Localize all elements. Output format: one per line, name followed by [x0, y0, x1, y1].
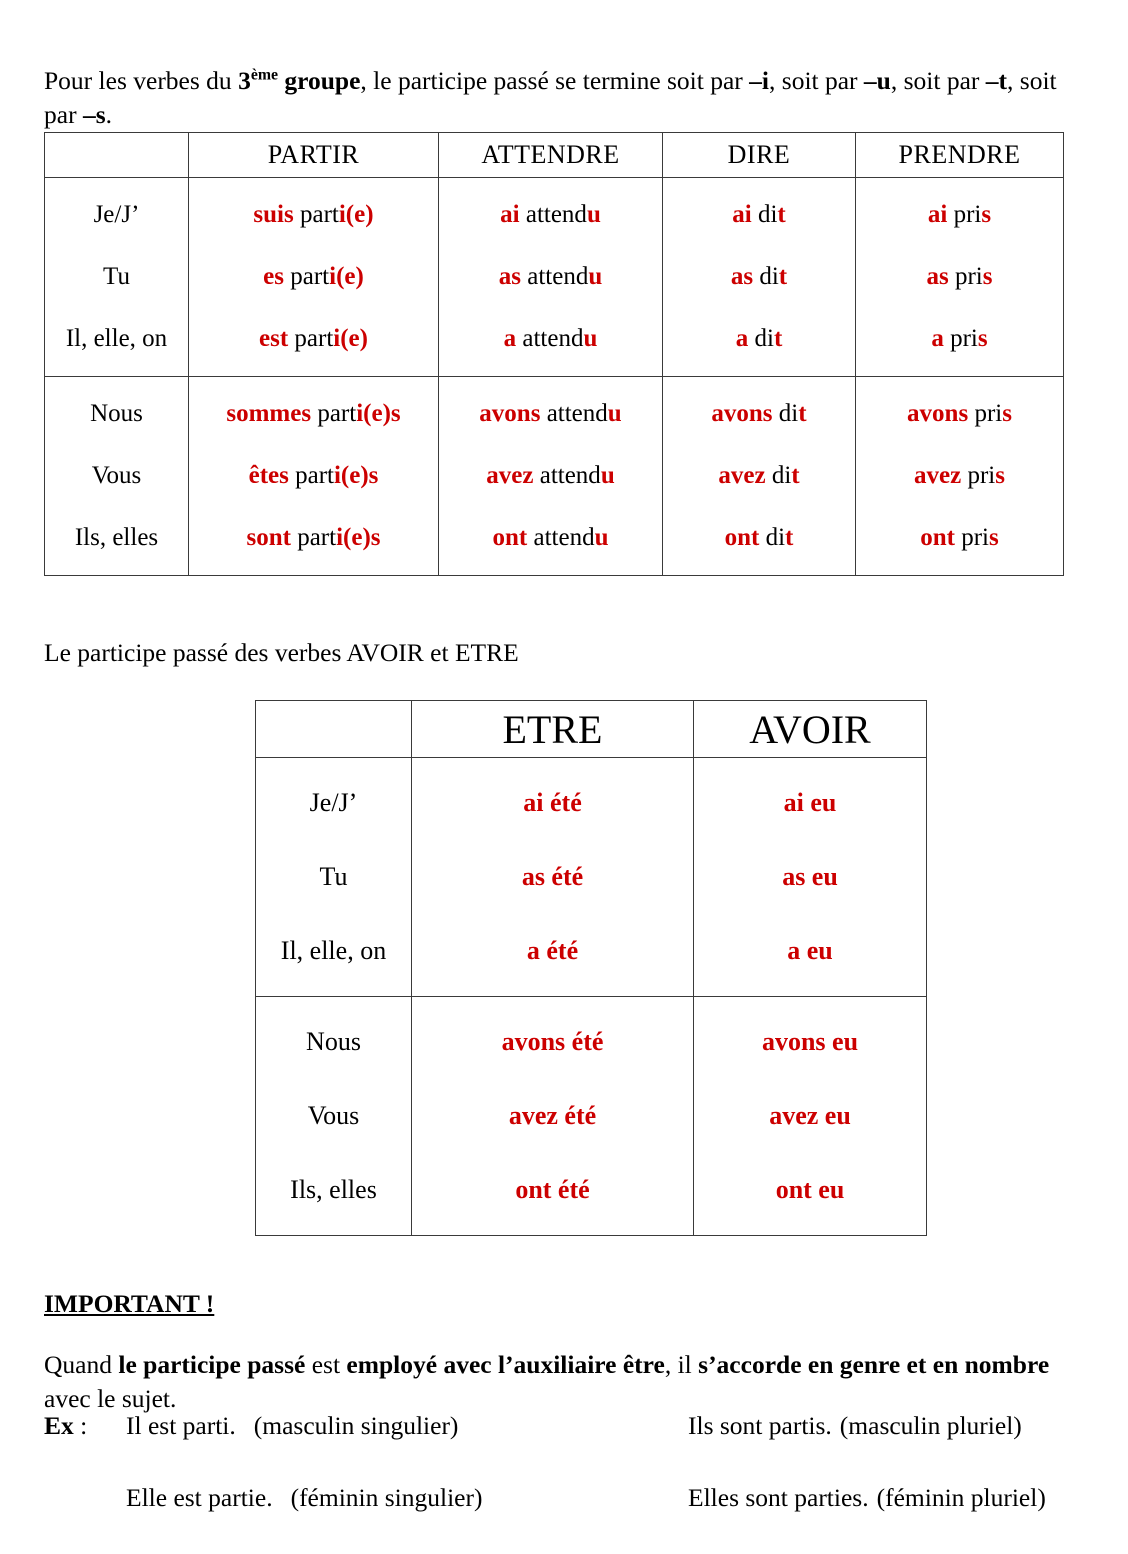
participle-stem: part	[290, 263, 330, 290]
conjugation-dire-il	[663, 308, 855, 370]
conjugation-prendre-tu	[856, 246, 1063, 308]
avoir-cell-plural	[694, 997, 927, 1236]
auxiliary: a	[735, 325, 749, 352]
auxiliary: ai	[927, 201, 948, 228]
ordinal-number: 3	[238, 65, 251, 95]
participle-stem: pri	[961, 524, 990, 551]
participle-stem: attend	[522, 325, 584, 352]
table-row-plural	[45, 377, 1064, 576]
pronoun-ils-elles: Ils, elles	[290, 1175, 377, 1204]
intro-groupe-word: groupe	[278, 65, 361, 95]
example-label	[44, 1410, 87, 1442]
ending-s: –s	[82, 99, 106, 129]
auxiliary: as	[730, 263, 754, 290]
intro-text-5: , soit par	[44, 65, 1057, 129]
important-seg-3: employé avec l’auxiliaire être	[346, 1349, 665, 1379]
participle-stem: di	[765, 524, 786, 551]
example-note: (masculin singulier)	[253, 1411, 459, 1440]
auxiliary: a	[503, 325, 517, 352]
auxiliary: sommes	[226, 400, 312, 427]
auxiliary: suis	[253, 201, 294, 228]
header-avoir: AVOIR	[694, 701, 927, 758]
participle-ending: i(e)s	[333, 462, 379, 489]
attendre-cell-singular	[439, 178, 663, 377]
caption-avoir-etre: Le participe passé des verbes AVOIR et ETRE	[44, 638, 519, 667]
auxiliary: êtes	[248, 462, 289, 489]
conjugation-etre-tu: as été	[521, 862, 584, 891]
participle-ending: u	[583, 325, 598, 352]
ending-t: –t	[985, 65, 1008, 95]
participle-ending: s	[995, 462, 1005, 489]
conjugation-attendre-je	[439, 184, 662, 246]
dire-cell-singular	[663, 178, 856, 377]
pronoun-je: Je/J’	[93, 201, 140, 228]
conjugation-partir-vous	[189, 445, 438, 507]
participle-ending: u	[594, 524, 609, 551]
conjugation-attendre-tu	[439, 246, 662, 308]
important-seg-0: Quand	[44, 1349, 119, 1379]
example-note: (féminin singulier)	[290, 1483, 483, 1512]
partir-cell-singular	[189, 178, 439, 377]
participle-stem: pri	[954, 263, 983, 290]
participle-ending: i(e)	[333, 325, 368, 352]
participle-stem: di	[754, 325, 774, 352]
table2-header-row	[256, 701, 927, 758]
conjugation-etre-ils: ont été	[515, 1175, 590, 1204]
example-sentence: Elle est partie.	[126, 1483, 273, 1512]
auxiliary: ont	[492, 524, 528, 551]
conjugation-partir-ils	[189, 507, 438, 569]
auxiliary: ont	[724, 524, 760, 551]
example-label-colon: :	[73, 1411, 88, 1440]
example-left-2	[126, 1482, 483, 1514]
example-sentence: Elles sont parties.	[688, 1483, 869, 1512]
participle-ending: s	[982, 263, 993, 290]
examples-block	[44, 1410, 1088, 1554]
avoir-cell-singular	[694, 758, 927, 997]
pronoun-cell-plural	[45, 377, 189, 576]
prendre-cell-singular	[856, 178, 1064, 377]
ordinal-suffix: ème	[250, 66, 278, 83]
conjugation-avoir-vous: avez eu	[769, 1101, 851, 1130]
conjugation-attendre-vous	[439, 445, 662, 507]
participle-ending: u	[600, 462, 615, 489]
participle-stem: part	[317, 400, 357, 427]
participle-stem: attend	[546, 400, 608, 427]
conjugation-partir-tu	[189, 246, 438, 308]
example-right-1	[688, 1410, 1022, 1442]
pronoun-vous: Vous	[307, 1101, 360, 1130]
intro-text-3: , soit par	[769, 65, 864, 95]
participle-stem: part	[294, 325, 334, 352]
pronoun-nous: Nous	[306, 1027, 361, 1056]
participle-ending: u	[588, 263, 603, 290]
pronoun-tu: Tu	[103, 263, 130, 290]
conjugation-prendre-ils	[856, 507, 1063, 569]
example-label-text: Ex	[44, 1411, 74, 1440]
conjugation-dire-tu	[663, 246, 855, 308]
pronoun-ils-elles: Ils, elles	[74, 524, 159, 551]
example-sentence: Il est parti.	[126, 1411, 236, 1440]
auxiliary: sont	[246, 524, 291, 551]
conjugation-prendre-il	[856, 308, 1063, 370]
header-etre: ETRE	[412, 701, 694, 758]
conjugation-attendre-il	[439, 308, 662, 370]
participle-stem: part	[299, 201, 339, 228]
auxiliary: ai	[500, 201, 520, 228]
dire-cell-plural	[663, 377, 856, 576]
important-body	[44, 1348, 1088, 1416]
table-third-group-verbs	[44, 132, 1064, 576]
header-partir: PARTIR	[189, 133, 439, 178]
auxiliary: avez	[718, 462, 766, 489]
example-note: (masculin pluriel)	[839, 1411, 1022, 1440]
participle-ending: s	[989, 524, 999, 551]
ending-u: –u	[863, 65, 891, 95]
participle-stem: attend	[539, 462, 601, 489]
important-heading: IMPORTANT !	[44, 1289, 215, 1318]
conjugation-attendre-ils	[439, 507, 662, 569]
auxiliary: a	[931, 325, 944, 352]
ending-i: –i	[749, 65, 770, 95]
participle-ending: t	[778, 263, 788, 290]
pronoun-il-elle-on: Il, elle, on	[280, 936, 387, 965]
participle-ending: i(e)	[329, 263, 364, 290]
header-dire: DIRE	[663, 133, 856, 178]
conjugation-partir-nous	[189, 383, 438, 445]
example-left-1	[126, 1410, 458, 1442]
conjugation-prendre-je	[856, 184, 1063, 246]
pronoun-cell-singular	[45, 178, 189, 377]
participle-stem: pri	[953, 201, 982, 228]
participle-ending: i(e)	[338, 201, 374, 228]
important-seg-5: s’accorde en genre et en nombre	[698, 1349, 1050, 1379]
participle-stem: attend	[525, 201, 587, 228]
table2-row-plural	[256, 997, 927, 1236]
participle-ending: t	[791, 462, 800, 489]
conjugation-avoir-il: a eu	[787, 936, 833, 965]
participle-stem: pri	[974, 400, 1003, 427]
intro-text-4: , soit par	[890, 65, 986, 95]
participle-ending: u	[586, 201, 601, 228]
conjugation-avoir-je: ai eu	[783, 788, 837, 817]
header-pronoun-blank	[45, 133, 189, 178]
auxiliary: avons	[479, 400, 541, 427]
participle-ending: i(e)s	[336, 524, 381, 551]
example-note: (féminin pluriel)	[876, 1483, 1046, 1512]
participle-stem: part	[297, 524, 337, 551]
participle-ending: s	[981, 201, 992, 228]
conjugation-attendre-nous	[439, 383, 662, 445]
conjugation-etre-nous: avons été	[501, 1027, 604, 1056]
table2-row-singular	[256, 758, 927, 997]
auxiliary: ont	[920, 524, 955, 551]
auxiliary: as	[926, 263, 949, 290]
important-seg-2: est	[305, 1349, 347, 1379]
participle-ending: t	[785, 524, 794, 551]
participle-stem: attend	[527, 263, 589, 290]
auxiliary: as	[498, 263, 521, 290]
participle-stem: pri	[950, 325, 978, 352]
conjugation-etre-vous: avez été	[508, 1101, 597, 1130]
auxiliary: avons	[907, 400, 969, 427]
example-right-2	[688, 1482, 1046, 1514]
auxiliary: avez	[486, 462, 534, 489]
participle-stem: pri	[967, 462, 996, 489]
example-row-2	[44, 1482, 1088, 1554]
conjugation-dire-nous	[663, 383, 855, 445]
conjugation-dire-je	[663, 184, 855, 246]
etre-cell-plural	[412, 997, 694, 1236]
partir-cell-plural	[189, 377, 439, 576]
auxiliary: ai	[732, 201, 752, 228]
intro-text-6: .	[105, 99, 112, 129]
table-row-singular	[45, 178, 1064, 377]
auxiliary: avez	[914, 462, 962, 489]
auxiliary: es	[263, 263, 284, 290]
participle-stem: di	[757, 201, 778, 228]
participle-ending: t	[773, 325, 783, 352]
participle-stem: di	[771, 462, 792, 489]
important-seg-6: avec le sujet.	[44, 1383, 177, 1413]
participle-ending: u	[607, 400, 622, 427]
important-seg-4: , il	[664, 1349, 699, 1379]
header-prendre: PRENDRE	[856, 133, 1064, 178]
pronoun-nous: Nous	[90, 400, 143, 427]
conjugation-avoir-ils: ont eu	[775, 1175, 845, 1204]
participle-ending: s	[1002, 400, 1012, 427]
participle-ending: s	[977, 325, 988, 352]
conjugation-etre-je: ai été	[523, 788, 582, 817]
table-etre-avoir	[255, 700, 927, 1236]
pronoun-vous: Vous	[91, 462, 142, 489]
header2-pronoun-blank	[256, 701, 412, 758]
participle-ending: i(e)s	[356, 400, 401, 427]
intro-text-1: Pour les verbes du	[44, 65, 239, 95]
conjugation-prendre-vous	[856, 445, 1063, 507]
participle-ending: t	[798, 400, 807, 427]
participle-stem: attend	[533, 524, 595, 551]
conjugation-dire-ils	[663, 507, 855, 569]
conjugation-etre-il: a été	[526, 936, 579, 965]
conjugation-partir-il	[189, 308, 438, 370]
example-row-1	[44, 1410, 1088, 1482]
header-attendre: ATTENDRE	[439, 133, 663, 178]
participle-stem: part	[295, 462, 334, 489]
intro-text-2: , le participe passé se termine soit par	[360, 65, 750, 95]
table-header-row	[45, 133, 1064, 178]
pronoun-il-elle-on: Il, elle, on	[65, 325, 168, 352]
conjugation-dire-vous	[663, 445, 855, 507]
intro-paragraph	[44, 64, 1076, 132]
conjugation-avoir-nous: avons eu	[761, 1027, 859, 1056]
auxiliary: avons	[711, 400, 773, 427]
conjugation-prendre-nous	[856, 383, 1063, 445]
etre-cell-singular	[412, 758, 694, 997]
pronoun-tu: Tu	[319, 862, 348, 891]
prendre-cell-plural	[856, 377, 1064, 576]
important-seg-1: le participe passé	[118, 1349, 306, 1379]
pronoun2-cell-singular	[256, 758, 412, 997]
participle-ending: t	[777, 201, 786, 228]
conjugation-avoir-tu: as eu	[782, 862, 838, 891]
pronoun-je: Je/J’	[309, 788, 358, 817]
auxiliary: est	[259, 325, 289, 352]
pronoun2-cell-plural	[256, 997, 412, 1236]
attendre-cell-plural	[439, 377, 663, 576]
example-sentence: Ils sont partis.	[688, 1411, 832, 1440]
participle-stem: di	[759, 263, 779, 290]
conjugation-partir-je	[189, 184, 438, 246]
participle-stem: di	[778, 400, 799, 427]
